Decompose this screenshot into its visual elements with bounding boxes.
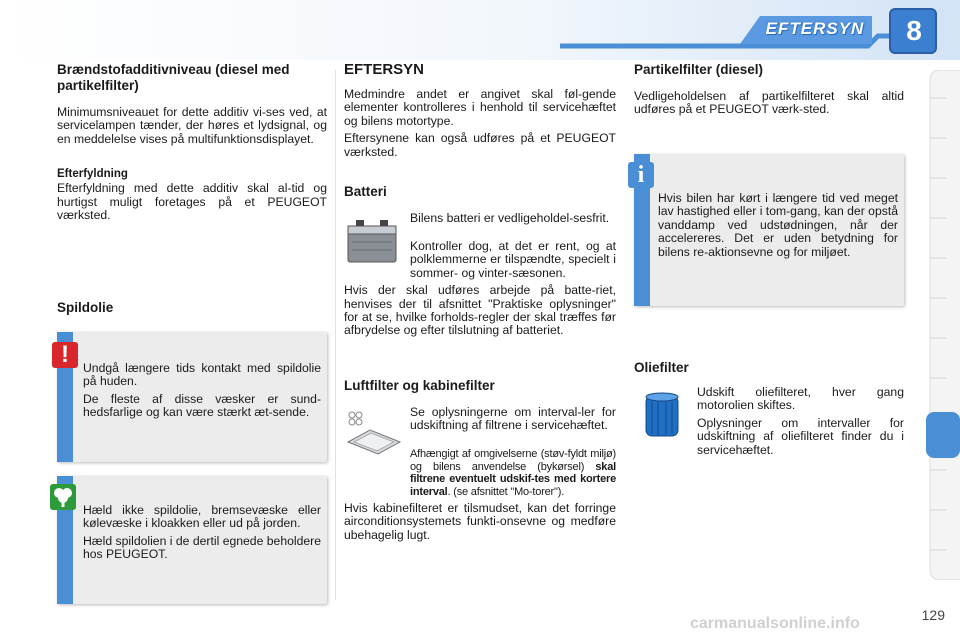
particle-section xyxy=(634,62,904,121)
oil-filter-text-1: Udskift oliefilteret, hver gang motorolien skiftes. xyxy=(697,385,904,413)
warning-text-1: Undgå længere tids kontakt med spildolie på huden. xyxy=(83,361,321,389)
refill-text: Efterfyldning med dette additiv skal al-tid og hurtigst muligt foretages på et PEUGEOT værksted. xyxy=(57,181,327,223)
info-text: Hvis bilen har kørt i længere tid ved meget lav hastighed eller i tom-gang, kan der opstå vanddamp ved udstødningen, når der accelereres. Det er uden betydning for bilens re-aktionsevne og for miljøet. xyxy=(658,191,898,259)
oil-filter-heading: Oliefilter xyxy=(634,360,689,375)
battery-text-2: Kontroller dog, at det er rent, og at polklemmerne er tilspændte, specielt i sommer- og vinter-sæsonen. xyxy=(410,239,616,280)
additive-heading: Brændstofadditivniveau (diesel med partikelfilter) xyxy=(57,62,290,93)
eco-box xyxy=(57,476,327,604)
info-box xyxy=(634,154,904,306)
battery-text-1: Bilens batteri er vedligeholdel-sesfrit. xyxy=(410,211,610,225)
battery-heading: Batteri xyxy=(344,184,387,199)
air-filter-text-1: Se oplysningerne om interval-ler for udskiftning af filtrene i servicehæftet. xyxy=(410,405,616,433)
battery-body xyxy=(344,240,616,342)
air-filter-body xyxy=(344,448,616,546)
particle-heading: Partikelfilter (diesel) xyxy=(634,62,764,77)
tree-icon xyxy=(50,484,76,510)
watermark: carmanualsonline.info xyxy=(690,615,860,632)
warning-icon: ! xyxy=(52,342,78,368)
service-section xyxy=(344,62,616,163)
air-filter-text-2a: Afhængigt af omgivelserne (støv-fyldt miljø) og bilens anvendelse (bykørsel) xyxy=(410,448,616,473)
air-filter-text-2b: skal filtrene eventuelt udskif-tes med kortere interval xyxy=(410,460,616,498)
battery-intro xyxy=(410,212,616,229)
oil-filter-icon xyxy=(640,390,684,440)
oil-filter-body xyxy=(697,386,904,461)
battery-text-3: Hvis der skal udføres arbejde på batte-riet, henvises der til afsnittet "Praktiske oplysninger" for at se, hvilke forholds-regler der skal træffes før afbrydelse og efter tilslutning af batteriet. xyxy=(344,283,616,338)
oil-filter-text-2: Oplysninger om intervaller for udskiftning af oliefilteret finder du i servicehæftet. xyxy=(697,415,904,457)
chapter-tabs xyxy=(926,70,960,580)
eco-text-1: Hæld ikke spildolie, bremsevæske eller kølevæske i kloakken eller ud på jorden. xyxy=(83,503,321,531)
air-filter-text-3: Hvis kabinefilteret er tilsmudset, kan det forringe airconditionsystemets funkti-onsevne og medføre ubehagelig lugt. xyxy=(344,501,616,542)
page-number: 129 xyxy=(921,607,945,623)
column-divider xyxy=(335,70,336,600)
refill-heading: Efterfyldning xyxy=(57,168,128,181)
eco-text-2: Hæld spildolien i de dertil egnede beholdere hos PEUGEOT. xyxy=(83,533,321,562)
service-heading: EFTERSYN xyxy=(344,61,425,78)
chapter-number: 8 xyxy=(906,15,922,46)
air-filter-heading: Luftfilter og kabinefilter xyxy=(344,378,495,393)
waste-oil-heading: Spildolie xyxy=(57,300,114,315)
service-text-2: Eftersynene kan også udføres på et PEUGEOT værksted. xyxy=(344,131,616,159)
additive-text: Minimumsniveauet for dette additiv vi-ses ved, at servicelampen tænder, der høres et lydsignal, og en meddelelse vises på multifunktionsdisplayet. xyxy=(57,105,327,146)
service-text-1: Medmindre andet er angivet skal føl-gende elementer kontrolleres i henhold til servicehæftet og bilens motortype. xyxy=(344,87,616,128)
additive-section xyxy=(57,62,327,226)
particle-text: Vedligeholdelsen af partikelfilteret skal altid udføres på et PEUGEOT værk-sted. xyxy=(634,89,904,117)
warning-box xyxy=(57,332,327,462)
air-filter-intro xyxy=(410,406,616,437)
info-icon: i xyxy=(628,162,654,188)
warning-text-2: De fleste af disse væsker er sund-hedsfarlige og kan være stærkt æt-sende. xyxy=(83,391,321,420)
air-filter-text-2c: . (se afsnittet "Mo-torer"). xyxy=(447,485,565,498)
chapter-title: EFTERSYN xyxy=(765,19,865,38)
